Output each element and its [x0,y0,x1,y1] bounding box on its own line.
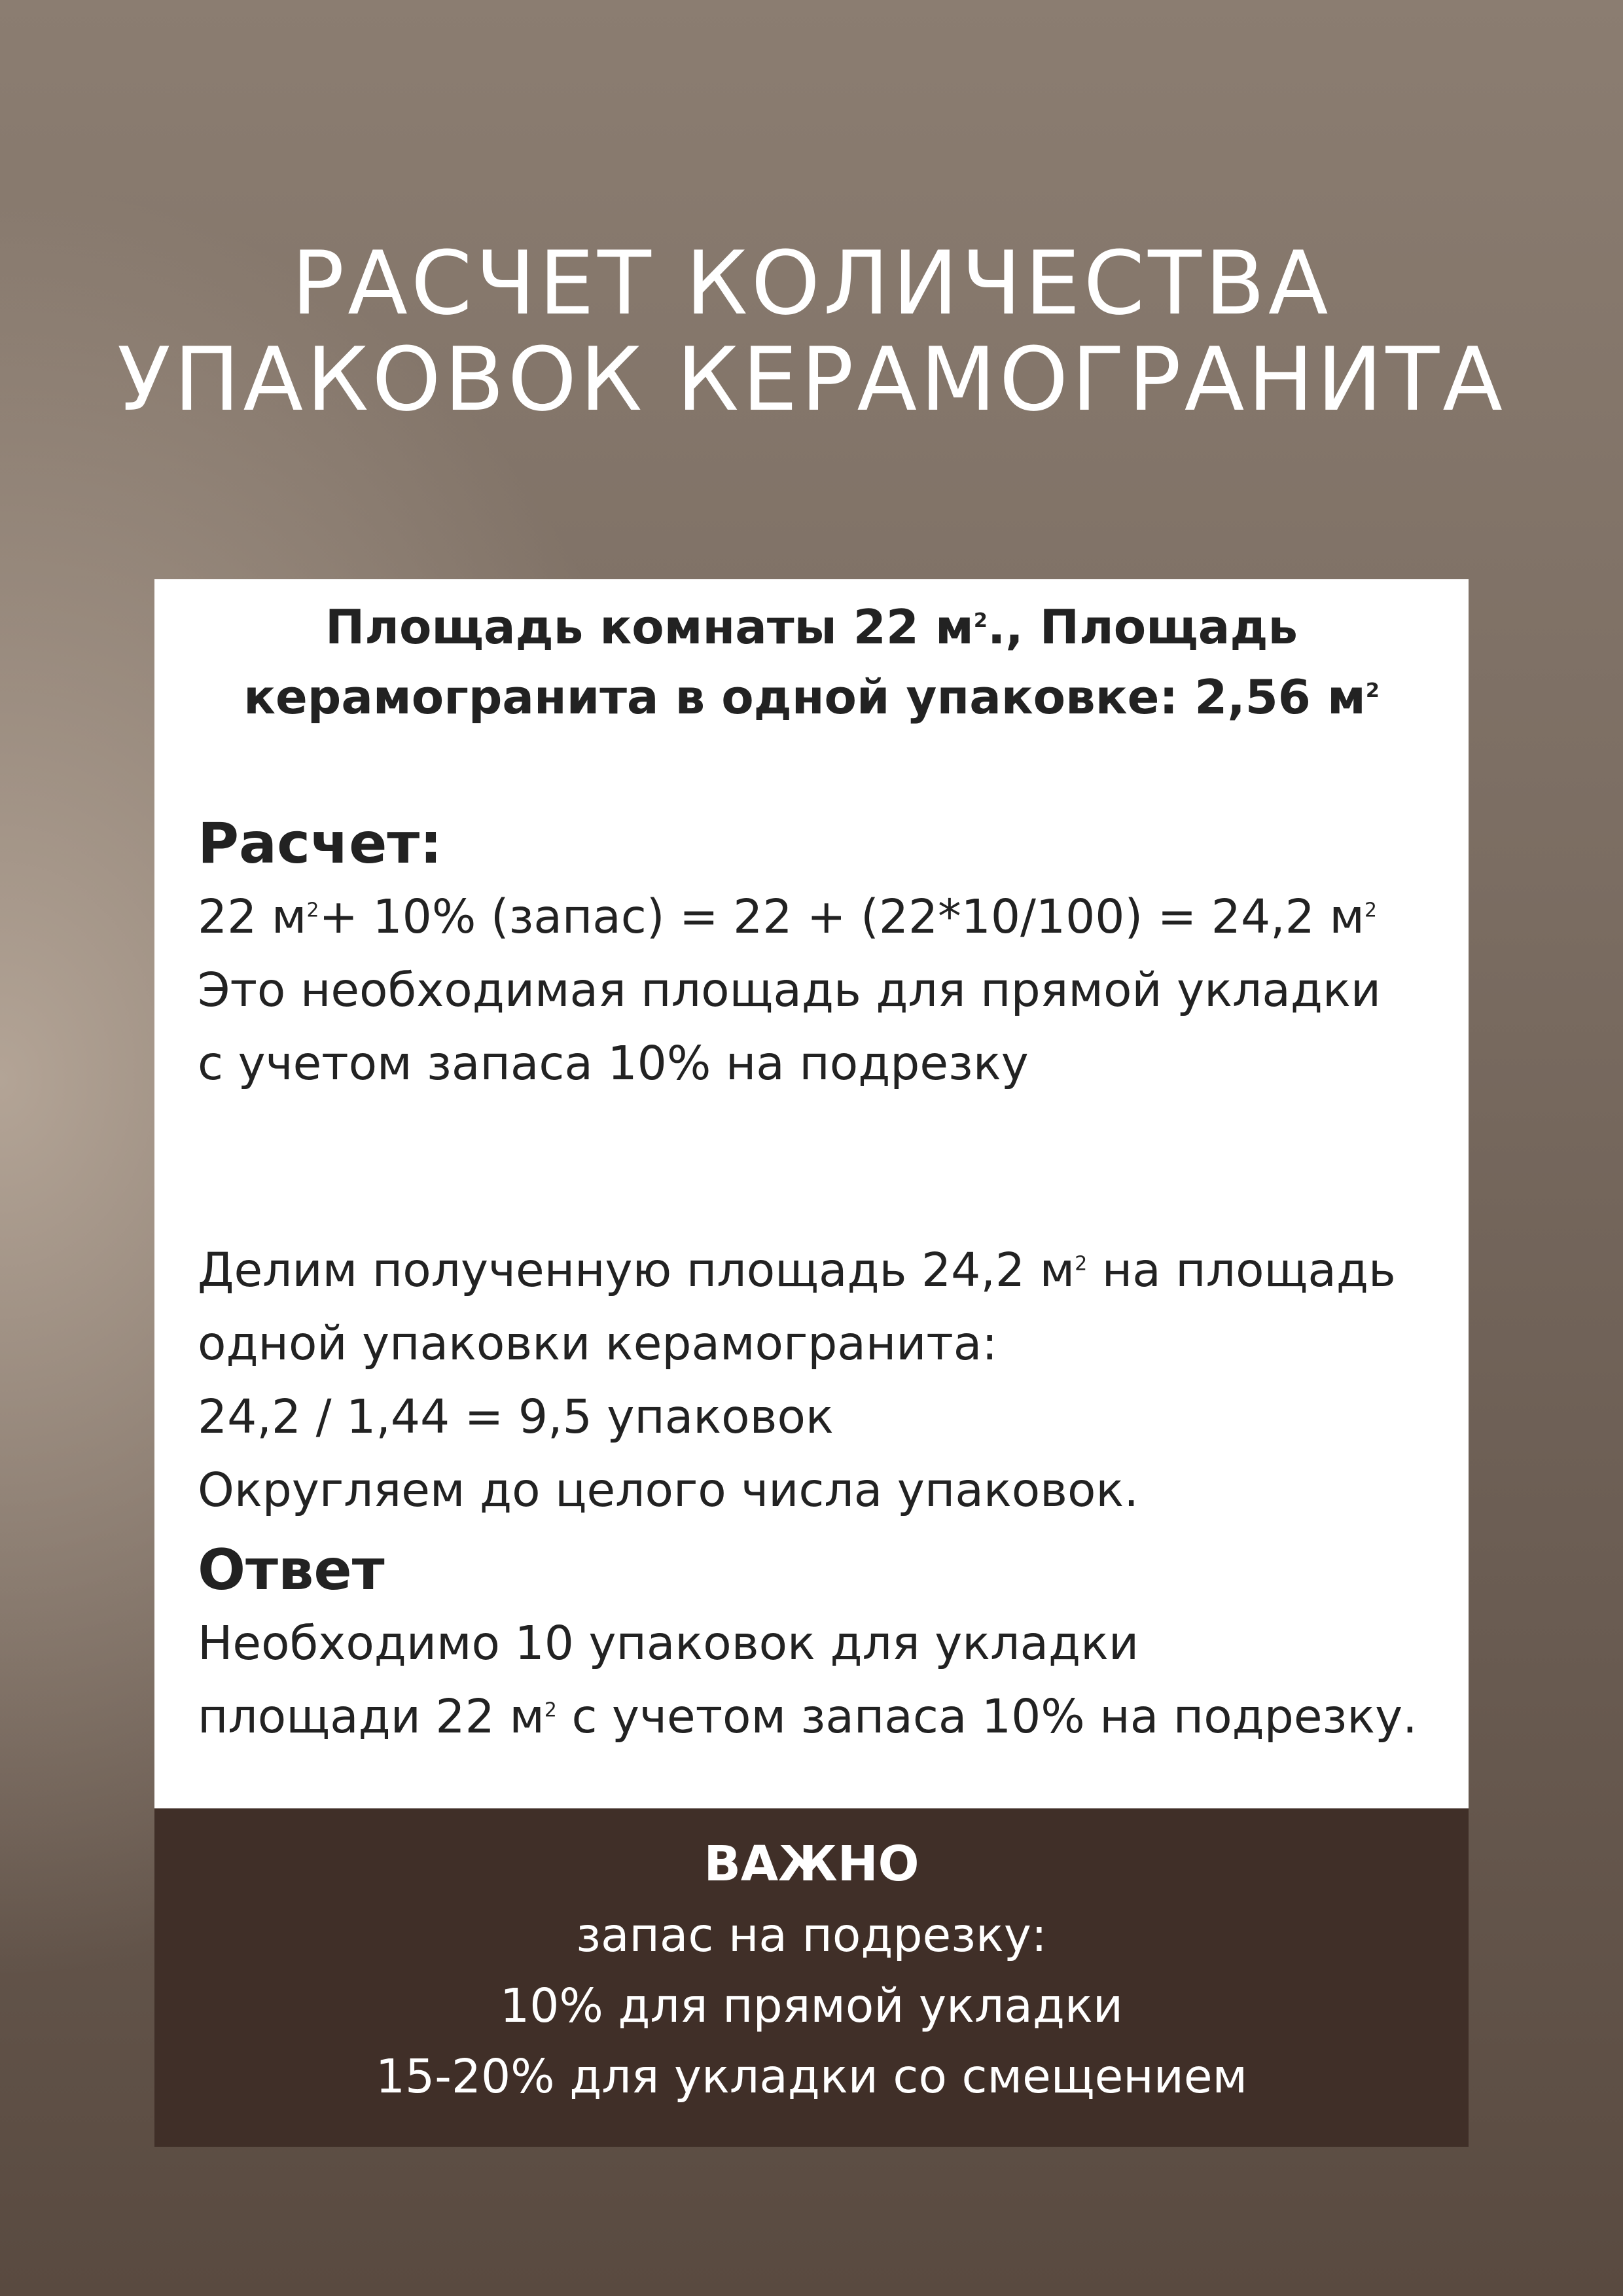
superscript: 2 [973,609,988,632]
calculation-line-2: Это необходимая площадь для прямой укладки [198,963,1382,1017]
page-title [0,232,1623,431]
important-line-1: запас на подрезку: [576,1908,1047,1962]
important-panel [154,1808,1469,2147]
division-text: на площадь [1087,1243,1396,1297]
important-heading: ВАЖНО [704,1836,919,1892]
intro-line-2 [154,662,1469,732]
important-line-2: 10% для прямой укладки [500,1979,1123,2033]
calculation-block [198,807,1454,1100]
important-line-3: 15-20% для укладки со смещением [375,2049,1248,2104]
calculation-heading: Расчет: [198,811,442,876]
title-line-1: РАСЧЕТ КОЛИЧЕСТВА [291,232,1332,334]
intro-line-1-tail: ., Площадь [987,600,1298,655]
answer-heading: Ответ [198,1537,385,1603]
intro-block [154,592,1469,732]
division-line-4: Округляем до целого числа упаковок. [198,1463,1139,1517]
intro-line-1 [154,592,1469,662]
division-text: Делим полученную площадь 24,2 м [198,1243,1075,1297]
answer-line-2 [198,1680,1454,1753]
important-lines [154,1900,1469,2112]
answer-block [198,1534,1454,1753]
calculation-line-3: с учетом запаса 10% на подрезку [198,1036,1029,1090]
superscript: 2 [1364,899,1377,922]
division-block [198,1234,1454,1527]
division-line-2: одной упаковки керамогранита: [198,1316,998,1371]
answer-text: площади 22 м [198,1689,544,1744]
calculation-card [154,579,1469,1808]
division-line-3: 24,2 / 1,44 = 9,5 упаковок [198,1390,834,1444]
formula-part: + 10% (запас) = 22 + (22*10/100) = 24,2 м [319,889,1364,944]
calculation-formula [198,880,1454,954]
division-line-1 [198,1234,1454,1307]
superscript: 2 [1075,1252,1088,1276]
answer-text: с учетом запаса 10% на подрезку. [556,1689,1418,1744]
formula-part: 22 м [198,889,307,944]
intro-package-area: керамогранита в одной упаковке: 2,56 м [243,670,1366,725]
superscript: 2 [1365,679,1380,702]
title-line-2: УПАКОВОК КЕРАМОГРАНИТА [117,329,1506,431]
answer-line-1: Необходимо 10 упаковок для укладки [198,1616,1139,1670]
intro-room-area: Площадь комнаты 22 м [325,600,974,655]
superscript: 2 [544,1698,557,1722]
superscript: 2 [306,899,319,922]
